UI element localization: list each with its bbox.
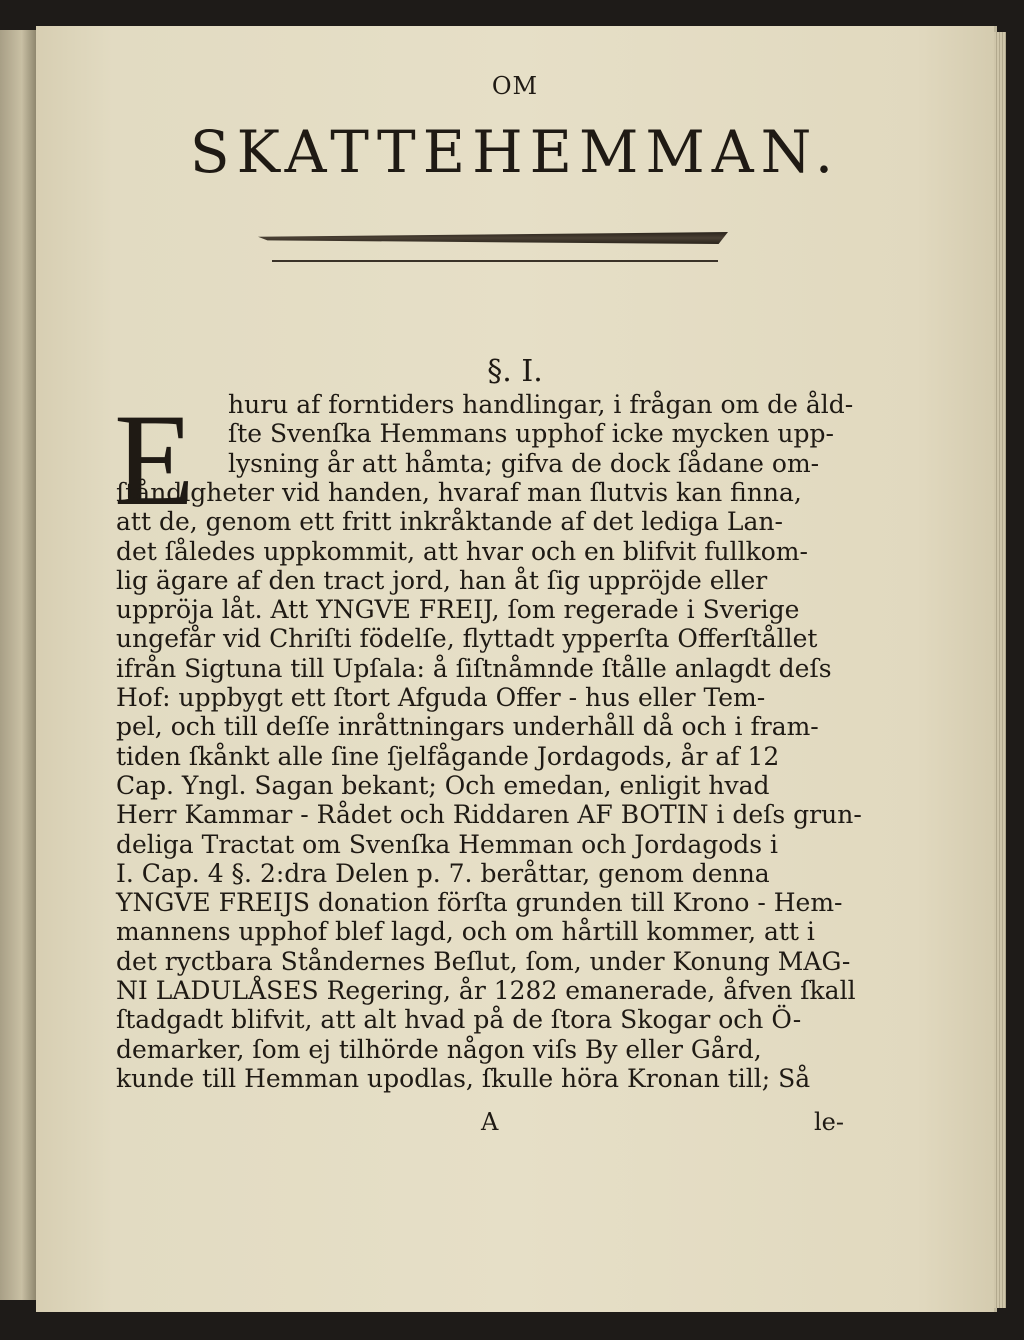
text-line: kunde till Hemman upodlas, ſkulle höra Kronan till; Så	[116, 1063, 811, 1093]
adjacent-page-edge	[0, 30, 36, 1300]
title-prefix: OM	[491, 72, 539, 100]
text-line: ifrån Sigtuna till Upſala: å ſiſtnåmnde ſtålle anlagdt deſs	[116, 653, 832, 683]
thin-rule	[272, 260, 718, 262]
text-line: Hof: uppbygt ett ſtort Afguda Offer - hus eller Tem-	[116, 683, 766, 712]
text-line: lig ägare af den tract jord, han åt ſig uppröjde eller	[116, 565, 768, 595]
text-line: Cap. Yngl. Sagan bekant; Och emedan, enligit hvad	[116, 770, 770, 800]
section-heading: §. I.	[487, 354, 543, 389]
drop-cap: E	[114, 386, 195, 533]
text-line: demarker, ſom ej tilhörde någon viſs By eller Gård,	[116, 1034, 762, 1064]
text-line: YNGVE FREIJS donation förſta grunden till Krono - Hem-	[116, 888, 843, 918]
text-line: huru af forntiders handlingar, i frågan om de åld-	[228, 390, 854, 419]
text-line: pel, och till deſſe inråttningars underhåll då och i fram-	[116, 712, 819, 742]
text-line: det ſåledes uppkommit, att hvar och en blifvit fullkom-	[116, 536, 808, 566]
text-line: deliga Tractat om Svenſka Hemman och Jordagods i	[116, 829, 779, 859]
text-line: att de, genom ett fritt inkråktande af det lediga Lan-	[116, 507, 783, 537]
text-line: ſtåndigheter vid handen, hvaraf man ſlutvis kan finna,	[116, 477, 802, 507]
catchword: le-	[814, 1108, 844, 1136]
text-line: NI LADULÅSES Regering, år 1282 emanerade, åfven ſkall	[116, 976, 856, 1005]
text-line: ſte Svenſka Hemmans upphof icke mycken upp-	[228, 419, 834, 449]
text-line: tiden ſkånkt alle ſine ſjelfågande Jordagods, år af 12	[116, 741, 780, 771]
book-page	[36, 26, 997, 1312]
signature-mark: A	[481, 1108, 499, 1136]
page-title: SKATTEHEMMAN.	[189, 118, 841, 186]
text-line: lysning år att håmta; gifva de dock ſådane om-	[228, 448, 820, 478]
text-line: mannens upphof blef lagd, och om hårtill kommer, att i	[116, 917, 815, 947]
text-line: det ryctbara Ståndernes Beſlut, ſom, under Konung MAG-	[116, 946, 851, 976]
text-line: Herr Kammar - Rådet och Riddaren AF BOTIN i deſs grun-	[116, 800, 862, 830]
text-line: I. Cap. 4 §. 2:dra Delen p. 7. beråttar, genom denna	[116, 858, 770, 888]
ornamental-rule	[258, 232, 728, 244]
text-line: uppröja låt. Att YNGVE FREIJ, ſom regerade i Sverige	[116, 595, 800, 625]
page-stack-edge	[994, 32, 1006, 1308]
text-line: ungefår vid Chriſti födelſe, flyttadt ypperſta Offerſtållet	[116, 624, 818, 654]
text-line: ſtadgadt blifvit, att alt hvad på de ſtora Skogar och Ö-	[116, 1005, 802, 1035]
